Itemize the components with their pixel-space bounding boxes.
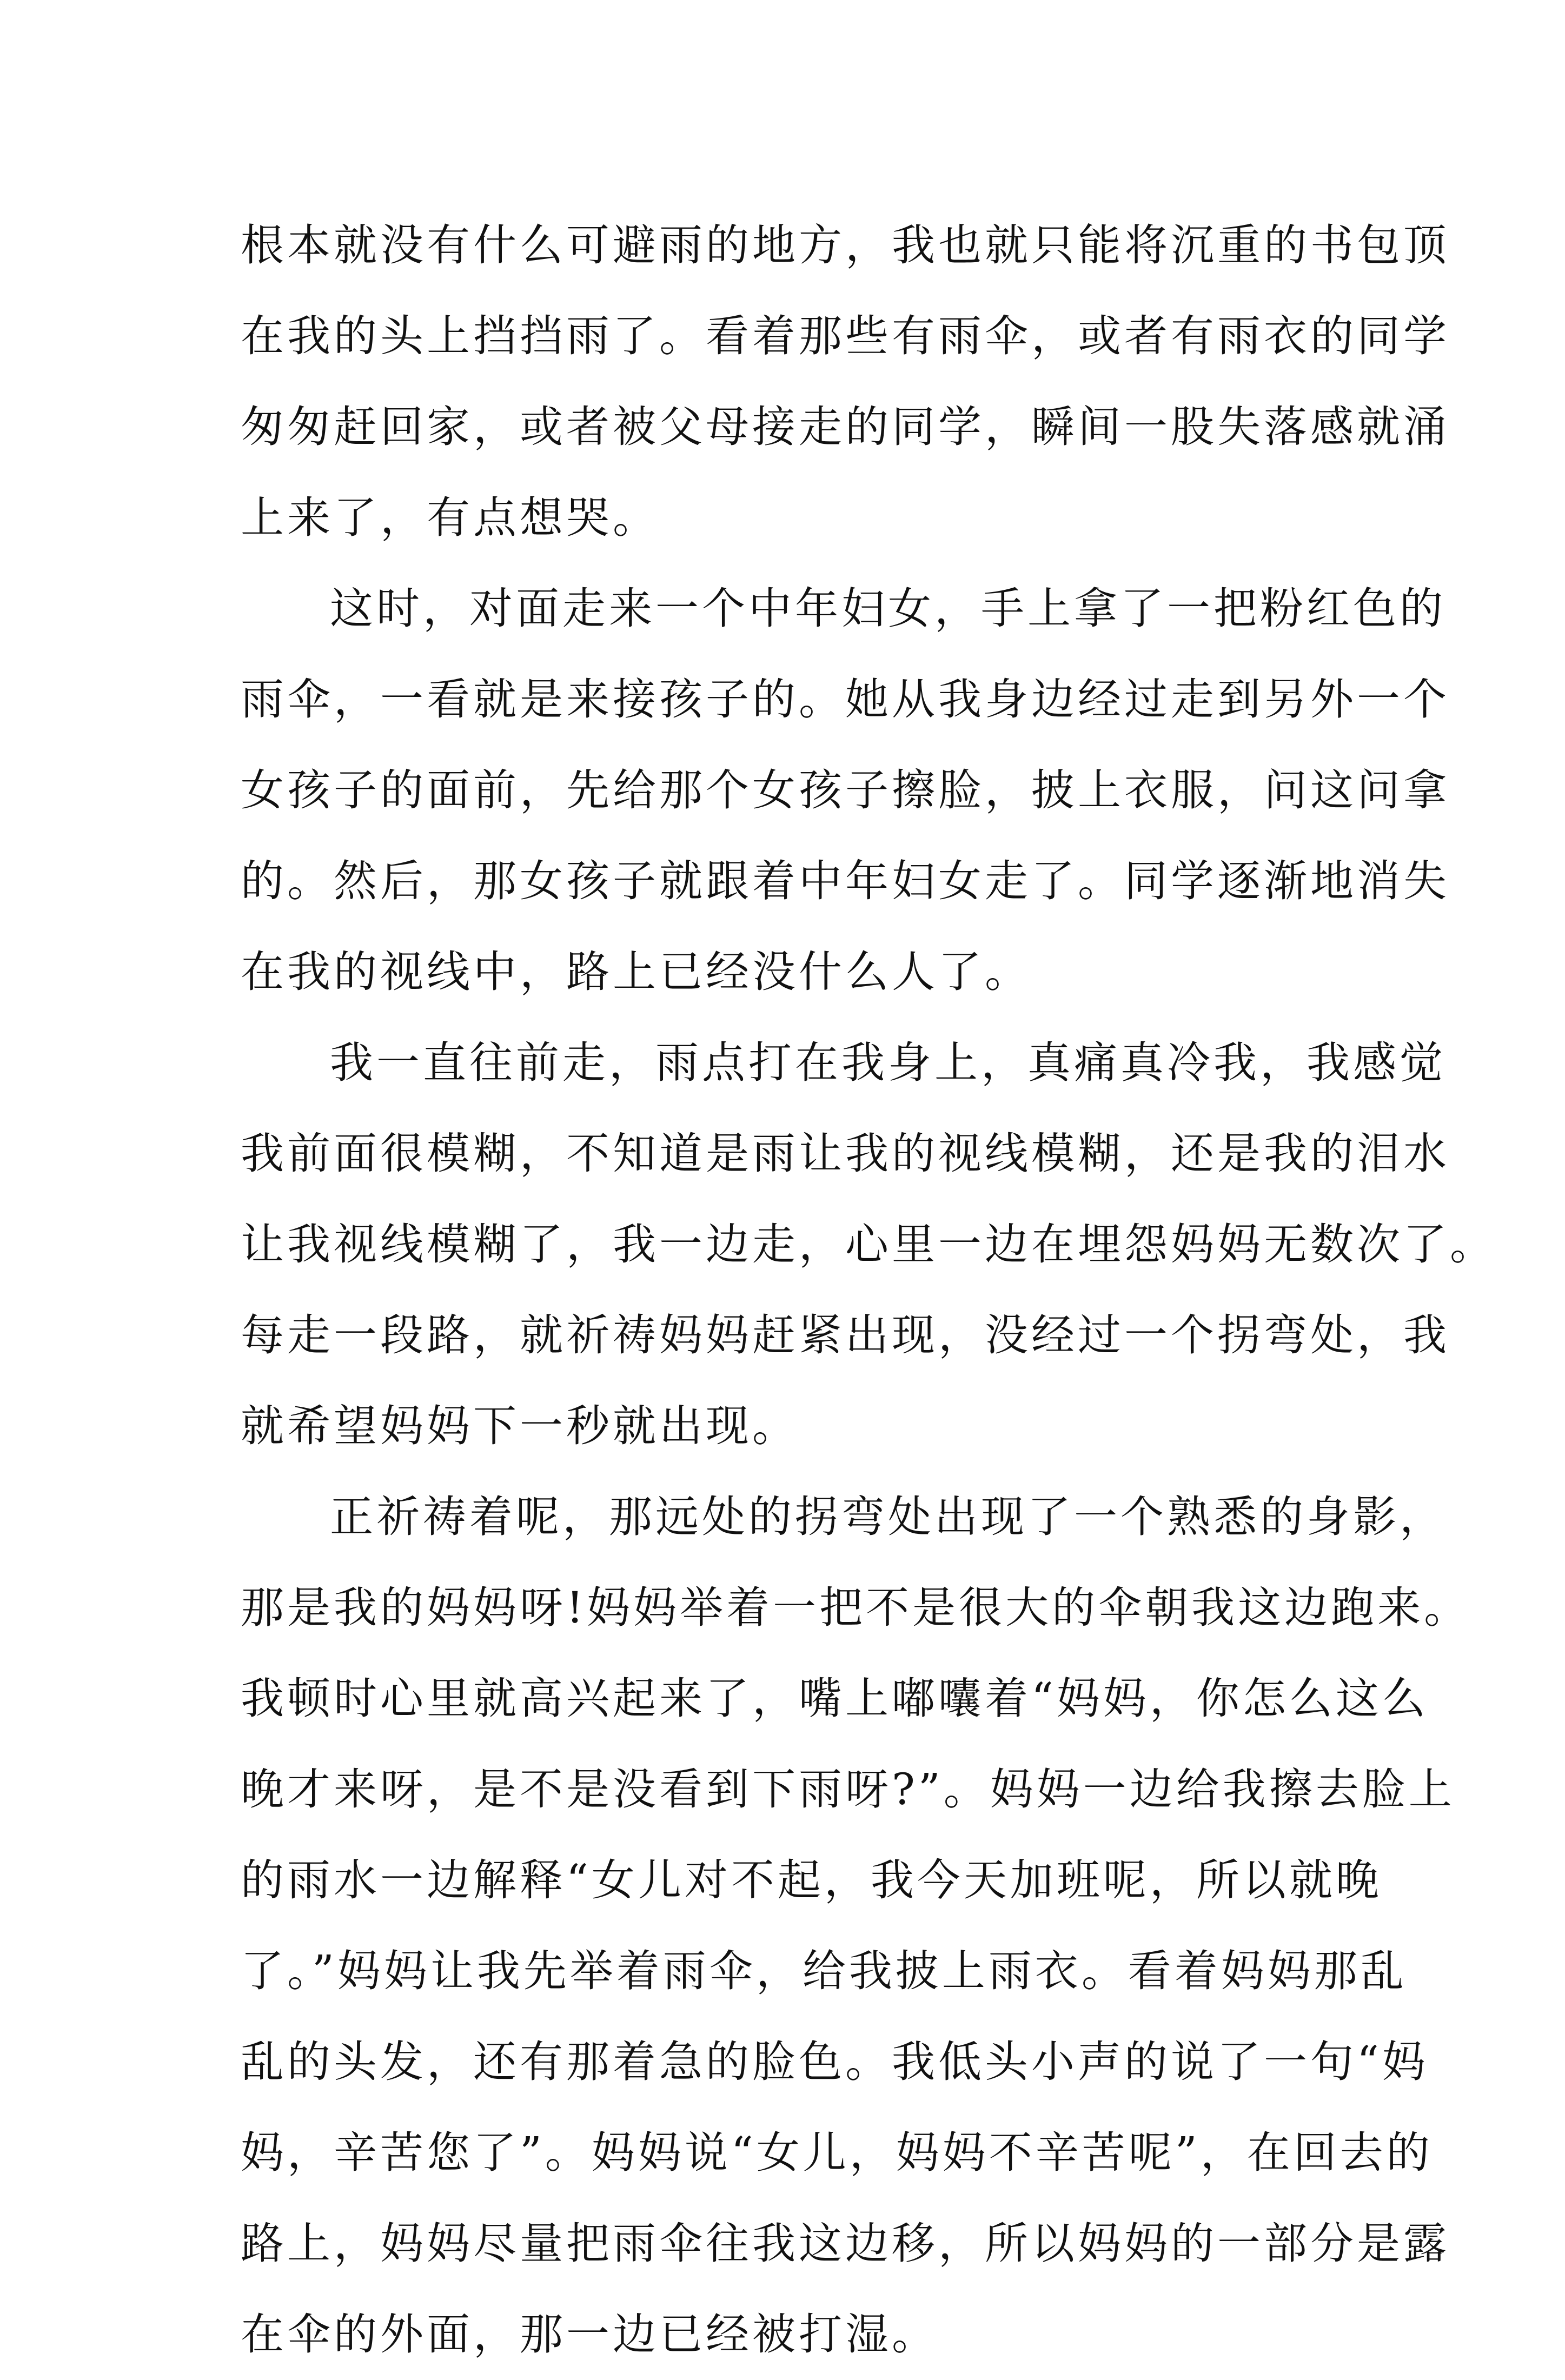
text-line: 乱的头发，还有那着急的脸色。我低头小声的说了一句“妈 xyxy=(241,2037,1429,2087)
text-line: 晚才来呀，是不是没看到下雨呀?”。妈妈一边给我擦去脸上 xyxy=(241,1764,1455,1814)
text-line: 根本就没有什么可避雨的地方，我也就只能将沉重的书包顶 xyxy=(241,220,1450,270)
text-line: 女孩子的面前，先给那个女孩子擦脸，披上衣服，问这问拿 xyxy=(241,765,1450,815)
text-line: 的雨水一边解释“女儿对不起，我今天加班呢，所以就晚 xyxy=(241,1855,1382,1905)
text-line: 匆匆赶回家，或者被父母接走的同学，瞬间一股失落感就涌 xyxy=(241,402,1450,452)
text-line: 让我视线模糊了，我一边走，心里一边在埋怨妈妈无数次了。 xyxy=(241,1219,1496,1269)
text-line: 那是我的妈妈呀!妈妈举着一把不是很大的伞朝我这边跑来。 xyxy=(241,1583,1471,1633)
text-line: 了。”妈妈让我先举着雨伞，给我披上雨衣。看着妈妈那乱 xyxy=(241,1946,1407,1996)
text-line: 的。然后，那女孩子就跟着中年妇女走了。同学逐渐地消失 xyxy=(241,856,1450,906)
text-line: 每走一段路，就祈祷妈妈赶紧出现，没经过一个拐弯处，我 xyxy=(241,1310,1450,1360)
paragraph-start-line: 正祈祷着呢，那远处的拐弯处出现了一个熟悉的身影， xyxy=(330,1492,1446,1542)
text-line: 在我的视线中，路上已经没什么人了。 xyxy=(241,947,1031,997)
text-line: 就希望妈妈下一秒就出现。 xyxy=(241,1401,799,1451)
body-text xyxy=(241,200,1496,2380)
text-line: 在伞的外面，那一边已经被打湿。 xyxy=(241,2309,938,2359)
text-line: 在我的头上挡挡雨了。看着那些有雨伞，或者有雨衣的同学 xyxy=(241,311,1450,361)
paragraph-start-line: 我一直往前走，雨点打在我身上，真痛真冷我，我感觉 xyxy=(330,1038,1446,1088)
text-line: 我顿时心里就高兴起来了，嘴上嘟囔着“妈妈，你怎么这么 xyxy=(241,1673,1429,1724)
text-line: 路上，妈妈尽量把雨伞往我这边移，所以妈妈的一部分是露 xyxy=(241,2218,1450,2269)
text-line: 上来了，有点想哭。 xyxy=(241,493,659,543)
text-line: 雨伞，一看就是来接孩子的。她从我身边经过走到另外一个 xyxy=(241,674,1450,724)
text-line: 我前面很模糊，不知道是雨让我的视线模糊，还是我的泪水 xyxy=(241,1128,1450,1179)
text-line: 妈，辛苦您了”。妈妈说“女儿，妈妈不辛苦呢”，在回去的 xyxy=(241,2128,1433,2178)
paragraph-start-line: 这时，对面走来一个中年妇女，手上拿了一把粉红色的 xyxy=(330,583,1446,634)
